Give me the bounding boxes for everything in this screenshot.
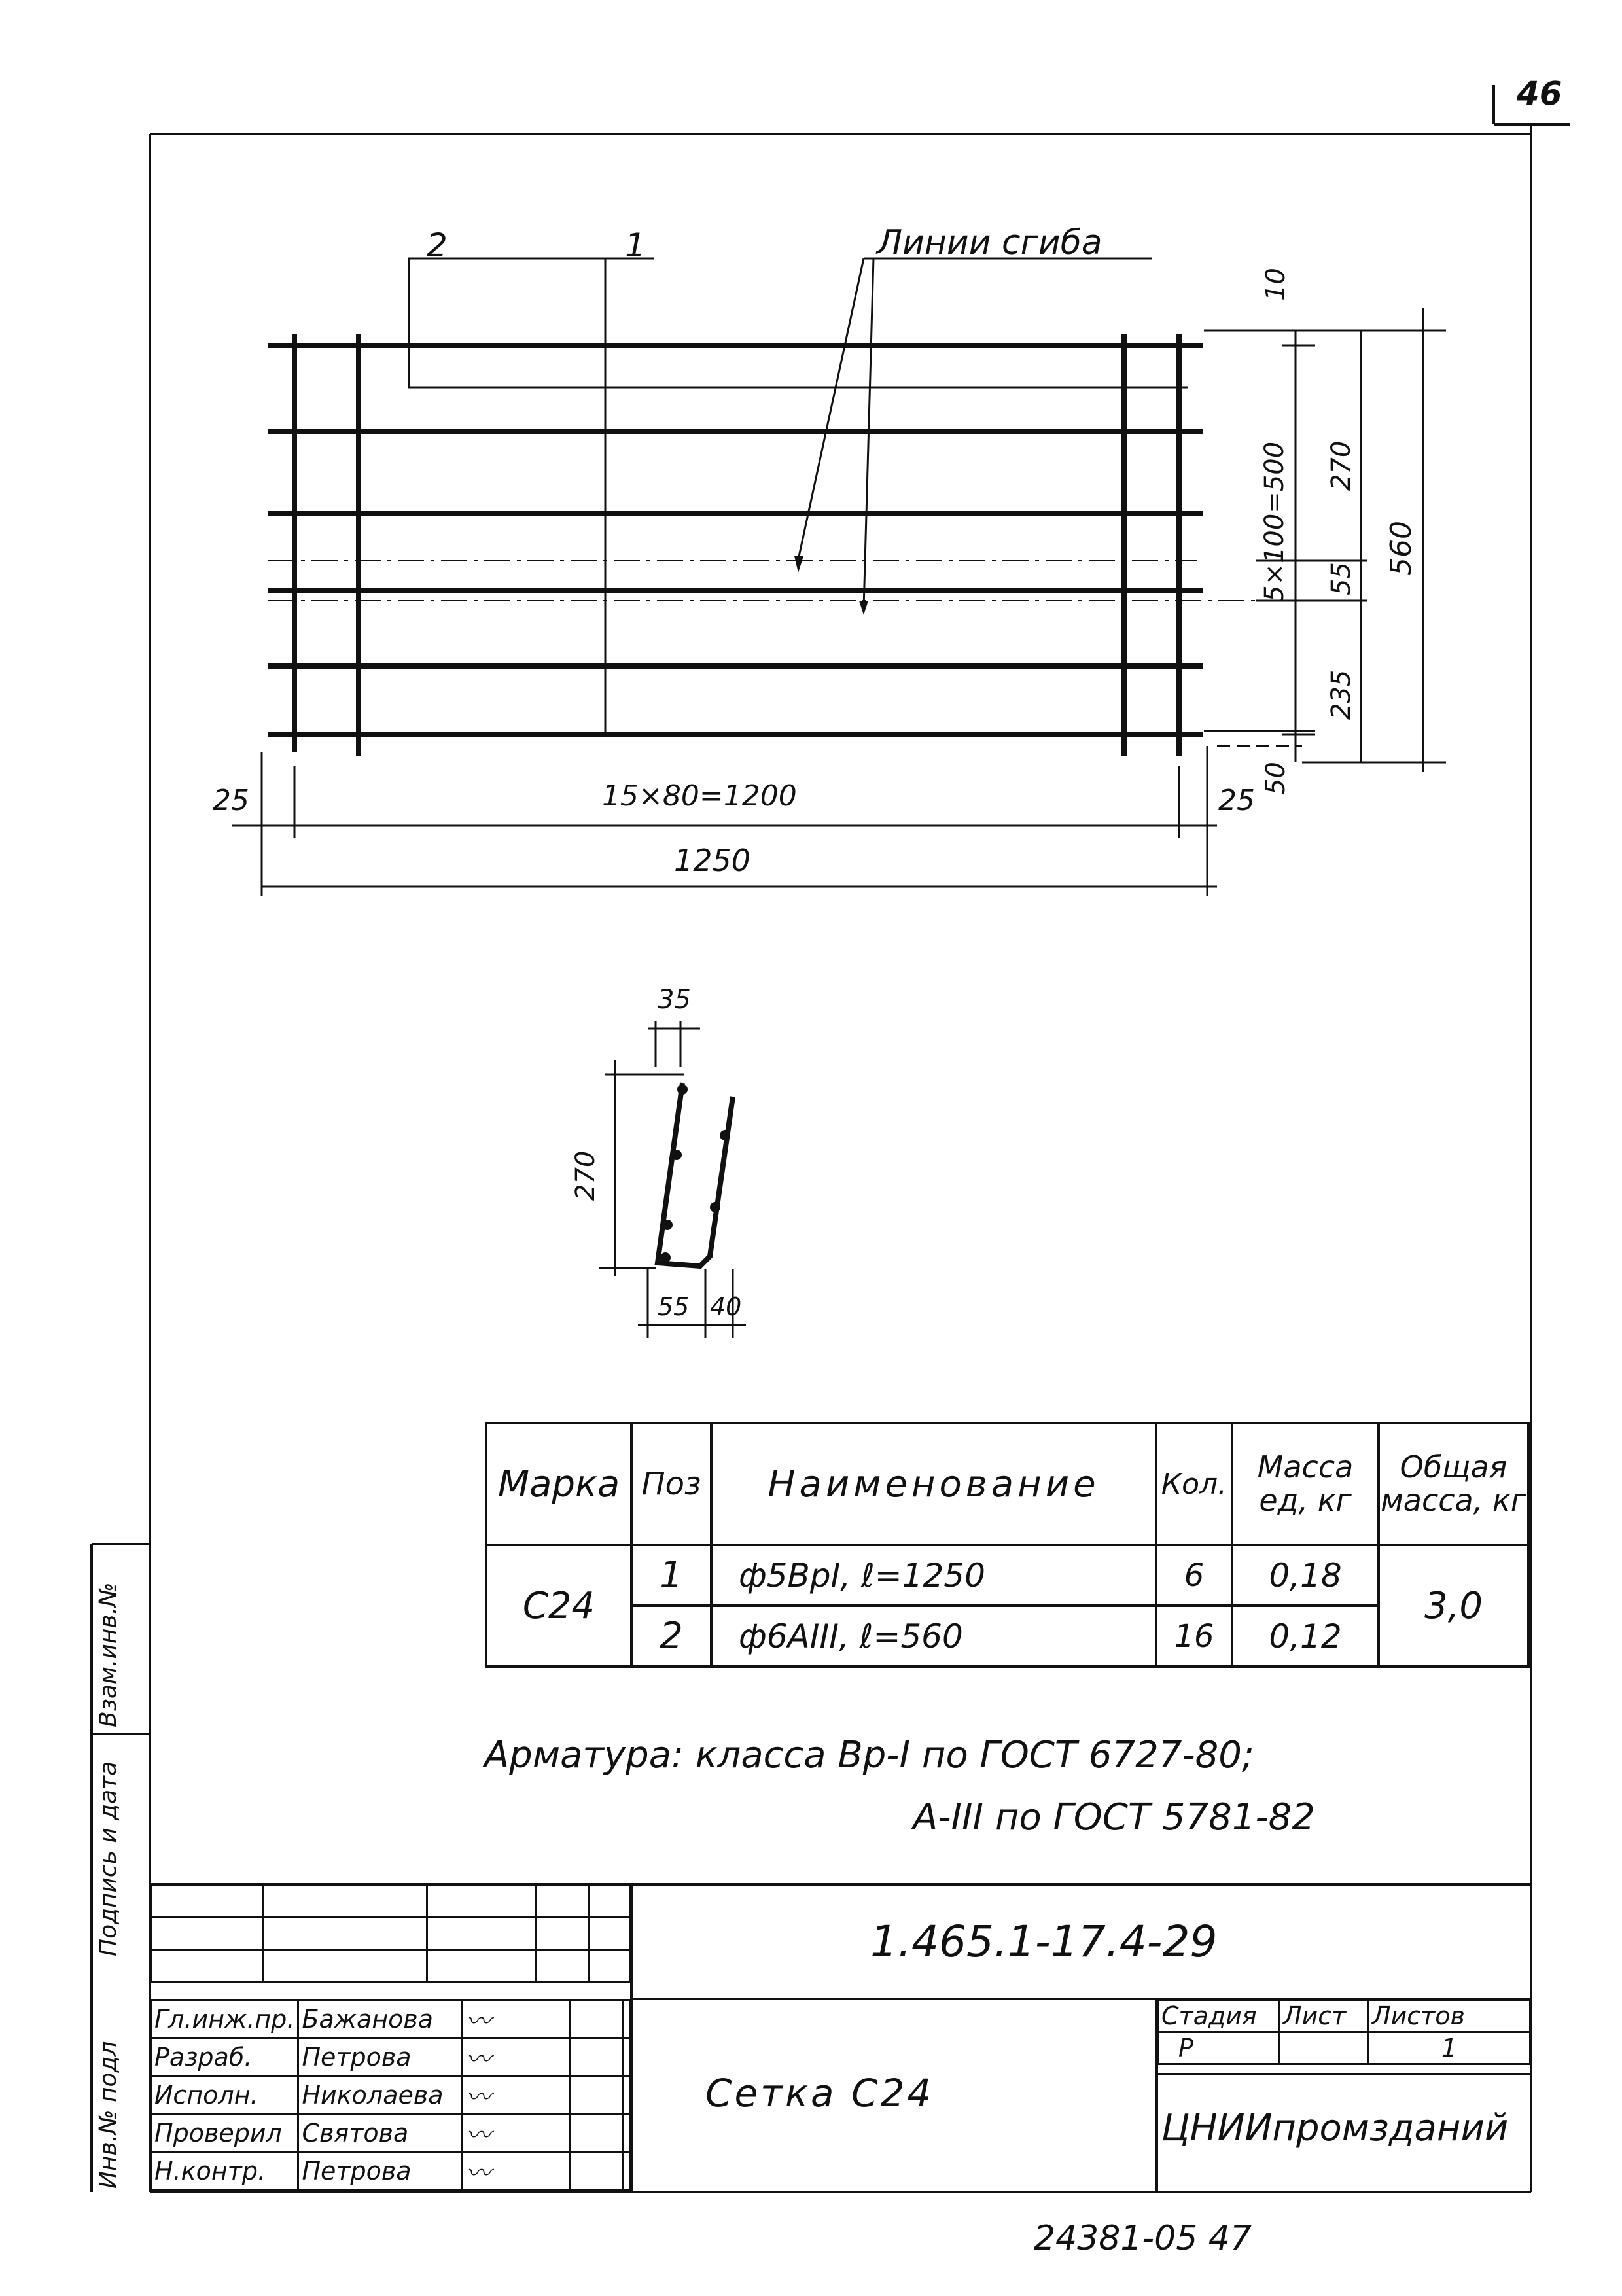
dim-upper: 270 [1326,440,1356,491]
section-dim-base: 55 [658,1292,690,1321]
section-dim-height: 270 [571,1150,601,1201]
header-total-mass: Общая масса, кг [1379,1423,1528,1545]
role-cell: Н.контр. [151,2152,298,2190]
row2-unit-mass: 0,12 [1232,1606,1379,1667]
page-number: 46 [1517,75,1562,113]
stage-value: Р [1158,2032,1280,2064]
callout-pos-2: 2 [427,226,448,264]
dim-left-overhang: 25 [213,784,249,817]
stage-table [1157,1999,1531,2065]
dim-right-overhang: 25 [1218,784,1255,817]
name-cell: Святова [298,2114,463,2152]
specification-table [485,1422,1530,1668]
document-code: 1.465.1-17.4-29 [870,1916,1218,1967]
stamp-inv-orig: Инв.№ подл [95,2041,122,2189]
dim-total-length: 1250 [674,843,751,878]
row2-qty: 16 [1156,1606,1232,1667]
longitudinal-bars [268,345,1203,735]
row2-name: ф6АIII, ℓ=560 [711,1606,1156,1667]
stamp-inv-dup: Взам.инв.№ [95,1582,122,1727]
stage-label: Стадия [1158,2000,1280,2032]
sheet-value [1280,2032,1369,2064]
dim-bottom-offset: 50 [1261,762,1291,795]
signature-cell: 〰 [463,2000,571,2038]
header-mark: Марка [486,1423,631,1545]
header-name: Наименование [711,1423,1156,1545]
callout-pos-1: 1 [625,226,646,264]
transverse-bars [294,334,1179,756]
note-line-2: А-III по ГОСТ 5781-82 [913,1796,1315,1839]
dim-span: 15×80=1200 [602,779,797,813]
drawing-title: Сетка С24 [705,2071,934,2115]
spec-mark: С24 [486,1545,631,1667]
header-pos: Поз [631,1423,711,1545]
header-qty: Кол. [1156,1423,1232,1545]
sheet-label: Лист [1280,2000,1369,2032]
header-unit-mass: Масса ед, кг [1232,1423,1379,1545]
signature-cell: 〰 [463,2152,571,2190]
sheets-label: Листов [1369,2000,1530,2032]
role-cell: Разраб. [151,2038,298,2076]
bend-lines-label: Линии сгиба [877,223,1102,262]
sheets-value: 1 [1369,2032,1530,2064]
bottom-code: 24381-05 47 [1034,2219,1252,2258]
signature-cell: 〰 [463,2076,571,2114]
note-line-1: Арматура: класса Вр-I по ГОСТ 6727-80; [484,1734,1254,1776]
approvals-table [150,1999,631,2191]
section-dim-offset: 40 [710,1292,742,1321]
role-cell: Исполн. [151,2076,298,2114]
row1-unit-mass: 0,18 [1232,1545,1379,1606]
name-cell: Петрова [298,2152,463,2190]
spec-total-mass: 3,0 [1379,1545,1528,1667]
name-cell: Николаева [298,2076,463,2114]
role-cell: Проверил [151,2114,298,2152]
dim-lower: 235 [1326,669,1356,720]
signature-cell: 〰 [463,2114,571,2152]
dim-total-height: 560 [1384,521,1418,576]
section-dim-top: 35 [658,985,691,1015]
name-cell: Петрова [298,2038,463,2076]
row1-name: ф5ВрI, ℓ=1250 [711,1545,1156,1606]
signature-cell: 〰 [463,2038,571,2076]
row2-pos: 2 [631,1606,711,1667]
role-cell: Гл.инж.пр. [151,2000,298,2038]
organization-name: ЦНИИпромзданий [1161,2107,1509,2149]
section-profile [658,1083,733,1266]
revision-grid [150,1884,631,1983]
name-cell: Бажанова [298,2000,463,2038]
row1-qty: 6 [1156,1545,1232,1606]
dim-spacing: 5×100=500 [1260,441,1290,602]
dim-mid: 55 [1326,562,1356,595]
row1-pos: 1 [631,1545,711,1606]
stamp-sign-date: Подпись и дата [95,1761,122,1956]
dim-top-offset: 10 [1261,268,1291,301]
